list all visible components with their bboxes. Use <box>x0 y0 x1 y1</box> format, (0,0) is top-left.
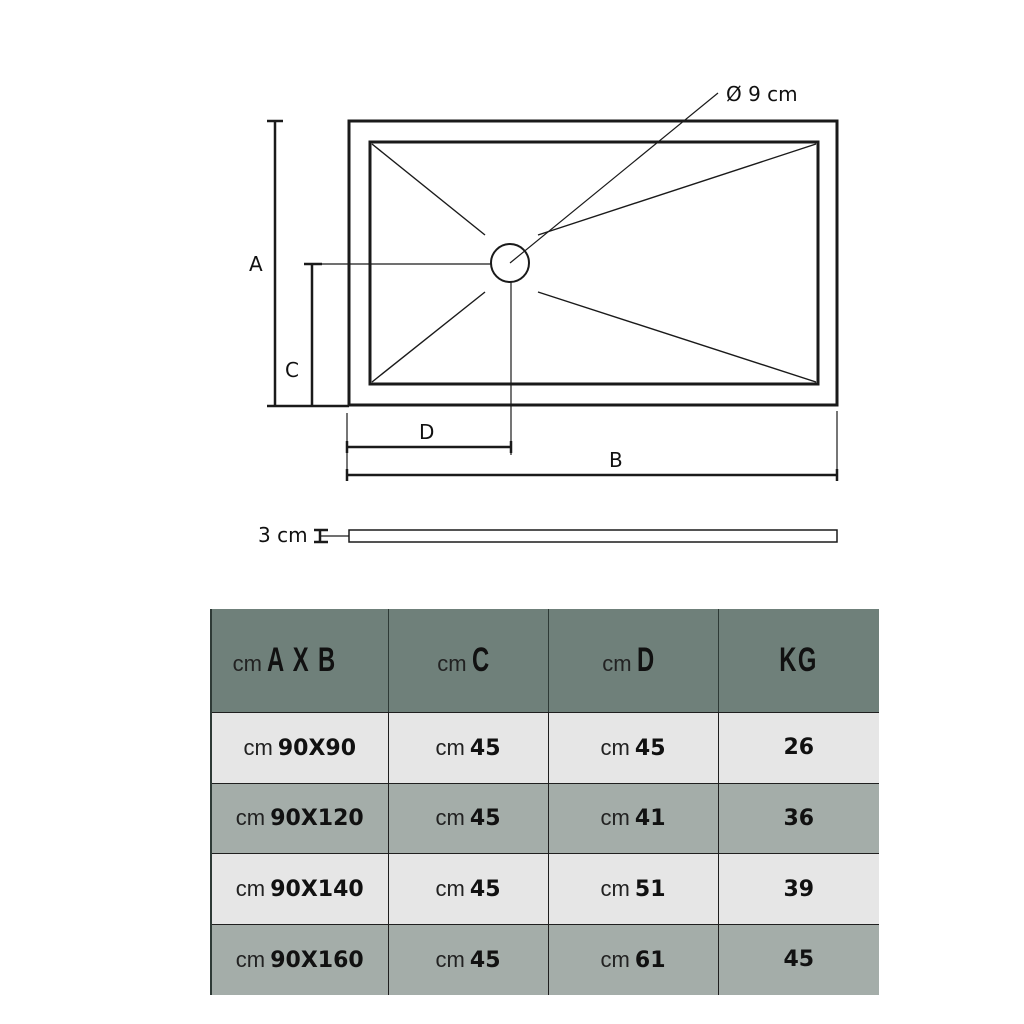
value-text: 61 <box>634 947 666 973</box>
value-text: 45 <box>469 947 501 973</box>
table-cell <box>211 783 388 854</box>
drain-label: Ø 9 cm <box>726 82 798 106</box>
value-text: 90X90 <box>277 735 357 761</box>
tray-outline <box>349 121 837 405</box>
thickness-label: 3 cm <box>258 523 308 547</box>
value-text: 90X120 <box>270 806 364 832</box>
value-text: 45 <box>783 947 815 973</box>
table-cell <box>388 783 548 854</box>
unit-text: cm <box>435 946 465 972</box>
value-text: 45 <box>469 877 501 903</box>
unit-text: cm <box>435 734 465 760</box>
unit-text: cm <box>235 946 266 972</box>
thickness-dimension <box>314 530 349 542</box>
value-text: 51 <box>634 877 666 903</box>
unit-text: cm <box>602 651 632 676</box>
unit-text: cm <box>437 651 467 676</box>
value-text: D <box>637 641 656 679</box>
slope-lines <box>372 144 816 382</box>
value-text: 41 <box>634 806 666 832</box>
value-text: 39 <box>783 876 815 902</box>
unit-text: cm <box>243 734 273 760</box>
dimension-d-label: D <box>419 420 435 444</box>
table-cell <box>388 854 548 925</box>
tray-side-profile <box>349 530 837 542</box>
table-cell <box>388 713 548 784</box>
table-row <box>211 924 879 995</box>
unit-text: cm <box>235 805 266 831</box>
value-text: 45 <box>634 735 666 761</box>
table-row <box>211 854 879 925</box>
value-text: KG <box>779 641 818 679</box>
header-d <box>548 609 718 713</box>
table-cell <box>718 713 879 784</box>
unit-text: cm <box>600 734 630 760</box>
value-text: 26 <box>783 735 815 761</box>
table-cell <box>718 854 879 925</box>
table-cell <box>211 713 388 784</box>
unit-text: cm <box>232 651 262 676</box>
value-text: 45 <box>469 806 501 832</box>
unit-text: cm <box>435 876 465 902</box>
unit-text: cm <box>600 805 630 831</box>
table-row <box>211 713 879 784</box>
unit-text: cm <box>600 946 630 972</box>
value-text: A X B <box>267 641 338 679</box>
table-cell <box>548 783 718 854</box>
dimension-c-label: C <box>285 358 299 382</box>
table-cell <box>211 854 388 925</box>
dimension-a-label: A <box>249 252 263 276</box>
dimension-b-label: B <box>609 448 623 472</box>
tray-basin <box>370 142 818 384</box>
table-cell <box>718 924 879 995</box>
table-cell <box>548 854 718 925</box>
unit-text: cm <box>435 805 465 831</box>
table-cell <box>548 924 718 995</box>
table-cell <box>388 924 548 995</box>
table-row <box>211 783 879 854</box>
table-header-row <box>211 609 879 713</box>
dimensions-table <box>210 609 879 995</box>
header-c <box>388 609 548 713</box>
value-text: 90X140 <box>270 877 364 903</box>
table-cell <box>548 713 718 784</box>
table-cell <box>211 924 388 995</box>
header-kg <box>718 609 879 713</box>
value-text: 36 <box>783 805 815 831</box>
table-cell <box>718 783 879 854</box>
value-text: 45 <box>469 735 501 761</box>
header-ab <box>211 609 388 713</box>
value-text: 90X160 <box>270 947 364 973</box>
drain-leader-line <box>510 93 718 263</box>
unit-text: cm <box>235 876 266 902</box>
value-text: C <box>472 641 491 679</box>
unit-text: cm <box>600 876 630 902</box>
